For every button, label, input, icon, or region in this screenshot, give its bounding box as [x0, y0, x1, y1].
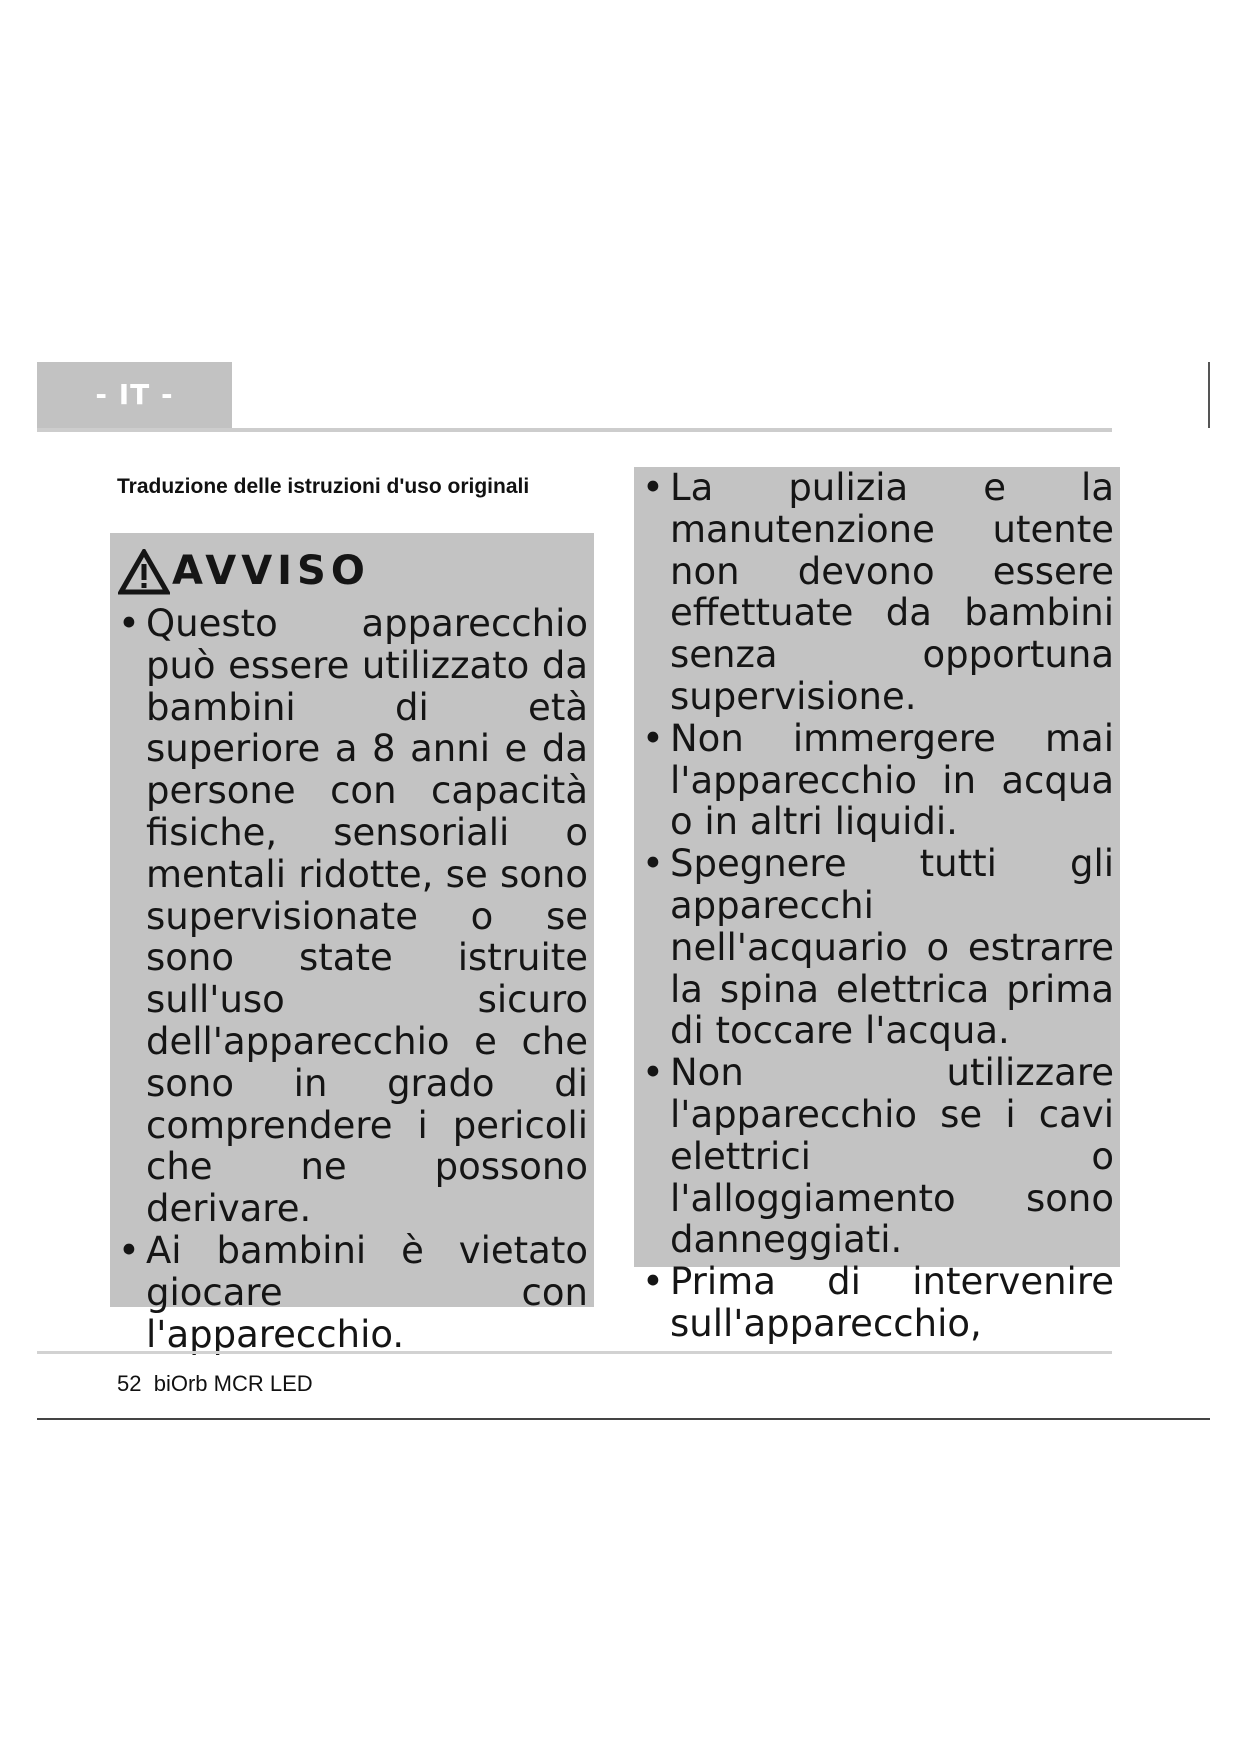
- warning-heading: [118, 543, 588, 601]
- product-name: biOrb MCR LED: [153, 1371, 313, 1396]
- list-item: • Non immergere mai l'apparecchio in acqua o in altri liquidi.: [642, 718, 1114, 843]
- page-footer: [117, 1371, 313, 1397]
- list-item: • Prima di intervenire sull'apparecchio,: [642, 1261, 1114, 1345]
- warning-list: [118, 603, 588, 1355]
- page-number: 52: [117, 1371, 142, 1396]
- header-divider: [37, 428, 1112, 432]
- footer-divider: [37, 1351, 1112, 1354]
- page-end-line: [37, 1418, 1210, 1420]
- document-subtitle: Traduzione delle istruzioni d'uso originali: [117, 475, 530, 498]
- safety-list: [642, 467, 1114, 1345]
- warning-triangle-icon: [118, 549, 170, 595]
- language-tab: - IT -: [37, 362, 232, 428]
- list-item: • Non utilizzare l'apparecchio se i cavi elettrici o l'alloggiamento sono danneggiati.: [642, 1052, 1114, 1261]
- safety-box: [634, 466, 1120, 1345]
- margin-line: [1208, 362, 1210, 428]
- list-item: • La pulizia e la manutenzione utente non devono essere effettuate da bambini senza opportuna supervisione.: [642, 467, 1114, 718]
- warning-box: [110, 533, 594, 1356]
- list-item: • Spegnere tutti gli apparecchi nell'acquario o estrarre la spina elettrica prima di toccare l'acqua.: [642, 843, 1114, 1052]
- list-item: • Ai bambini è vietato giocare con l'apparecchio.: [118, 1230, 588, 1355]
- list-item: • Questo apparecchio può essere utilizzato da bambini di età superiore a 8 anni e da persone con capacità fisiche, sensoriali o mentali ridotte, se sono supervisionate o se sono state istruite sull'uso sicuro dell'apparecchio e che sono in grado di comprendere i pericoli che ne possono derivare.: [118, 603, 588, 1230]
- warning-title: AVVISO: [172, 548, 370, 595]
